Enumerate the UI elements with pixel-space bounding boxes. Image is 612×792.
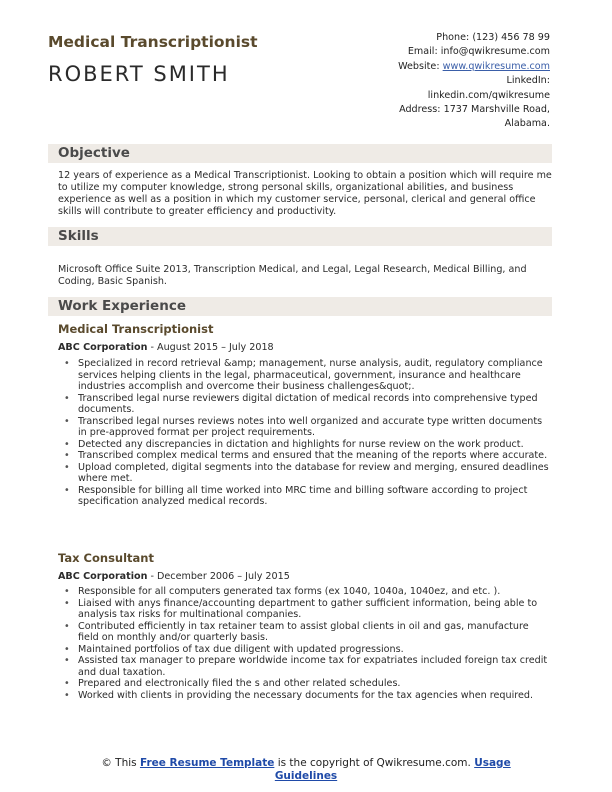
work-experience-heading: Work Experience	[58, 298, 186, 314]
footer-middle: is the copyright of Qwikresume.com.	[274, 757, 475, 769]
list-item: • Responsible for billing all time worked into MRC time and billing software according to project specification analyzed medical records.	[58, 485, 552, 508]
copyright-footer	[0, 757, 612, 783]
email-label: Email:	[407, 46, 438, 58]
skills-section-header	[48, 227, 552, 246]
website-link[interactable]: www.qwikresume.com	[442, 60, 550, 72]
email-value: info@qwikresume.com	[440, 46, 550, 58]
linkedin-label: LinkedIn:	[506, 75, 550, 87]
job-company-line-2	[58, 571, 290, 582]
work-experience-section-header	[48, 297, 552, 316]
contact-block	[300, 31, 550, 132]
contact-website	[300, 60, 550, 74]
phone-value: (123) 456 78 99	[472, 32, 550, 43]
skills-text: Microsoft Office Suite 2013, Transcription Medical, and Legal, Legal Research, Medical Billing, and Coding, Basic Spanish.	[58, 264, 527, 287]
contact-linkedin-row	[300, 89, 550, 103]
job-bullets-1	[58, 358, 552, 508]
list-item: • Prepared and electronically filed the s and other related schedules.	[58, 678, 552, 690]
job-dates-2: - December 2006 – July 2015	[147, 571, 290, 582]
resume-job-title: Medical Transcriptionist	[48, 33, 258, 51]
objective-section-header	[48, 144, 552, 163]
list-item: • Specialized in record retrieval &amp; management, nurse analysis, audit, regulatory compliance services helping clients in the legal, pharmaceutical, government, insurance and healthcare industries accomplish and overcome their business challenges&quot;.	[58, 358, 552, 393]
list-item: • Transcribed legal nurses reviews notes into well organized and accurate type written documents in pre-approved format per project requirements.	[58, 416, 552, 439]
usage-guidelines-link-part-2[interactable]: Guidelines	[274, 770, 338, 782]
list-item: • Liaised with anys finance/accounting department to gather sufficient information, being able to analysis tax risks for multinational companies.	[58, 598, 552, 621]
company-name-1: ABC Corporation	[58, 342, 148, 353]
footer-prefix: © This	[101, 757, 140, 769]
address-label: Address:	[399, 104, 441, 116]
linkedin-value: linkedin.com/qwikresume	[427, 89, 550, 101]
contact-linkedin-label-row	[300, 74, 550, 88]
objective-heading: Objective	[58, 145, 130, 161]
job-company-line-1	[58, 342, 274, 353]
list-item: • Transcribed complex medical terms and ensured that the meaning of the reports where accurate.	[58, 450, 552, 462]
list-item: • Transcribed legal nurse reviewers digital dictation of medical records into comprehensive typed documents.	[58, 393, 552, 416]
list-item: • Responsible for all computers generated tax forms (ex 1040, 1040a, 1040ez, and etc. ).	[58, 586, 552, 598]
list-item: • Assisted tax manager to prepare worldwide income tax for expatriates included foreign tax credit and dual taxation.	[58, 655, 552, 678]
free-resume-template-link[interactable]: Free Resume Template	[139, 757, 275, 769]
list-item: • Detected any discrepancies in dictation and highlights for nurse review on the work product.	[58, 439, 552, 451]
contact-phone	[300, 31, 550, 45]
list-item: • Contributed efficiently in tax retainer team to assist global clients in oil and gas, manufacture field on monthly and/or quarterly basis.	[58, 621, 552, 644]
skills-heading: Skills	[58, 228, 99, 244]
job-bullets-2	[58, 586, 552, 701]
job-title-1: Medical Transcriptionist	[58, 322, 214, 336]
job-dates-1: - August 2015 – July 2018	[147, 342, 274, 353]
list-item: • Worked with clients in providing the necessary documents for the tax agencies when required.	[58, 690, 552, 702]
phone-label: Phone:	[436, 32, 470, 43]
company-name-2: ABC Corporation	[58, 571, 148, 582]
website-label: Website:	[398, 60, 440, 72]
contact-email	[300, 45, 550, 59]
contact-address	[300, 103, 550, 117]
contact-address-line-2-row	[300, 117, 550, 131]
list-item: • Maintained portfolios of tax due diligent with updated progressions.	[58, 644, 552, 656]
candidate-name: ROBERT SMITH	[48, 62, 230, 86]
objective-text: 12 years of experience as a Medical Transcriptionist. Looking to obtain a position which will require me to utilize my computer knowledge, strong personal skills, organizational abilities, and business experience as well as a position in which my customer service, personal, clerical and general office skills will contribute to greater efficiency and productivity.	[58, 170, 552, 217]
address-line-1: 1737 Marshville Road,	[443, 104, 550, 116]
list-item: • Upload completed, digital segments into the database for review and merging, ensured deadlines where met.	[58, 462, 552, 485]
usage-guidelines-link-part-1[interactable]: Usage	[474, 757, 511, 769]
address-line-2: Alabama.	[504, 118, 550, 130]
job-title-2: Tax Consultant	[58, 551, 154, 565]
